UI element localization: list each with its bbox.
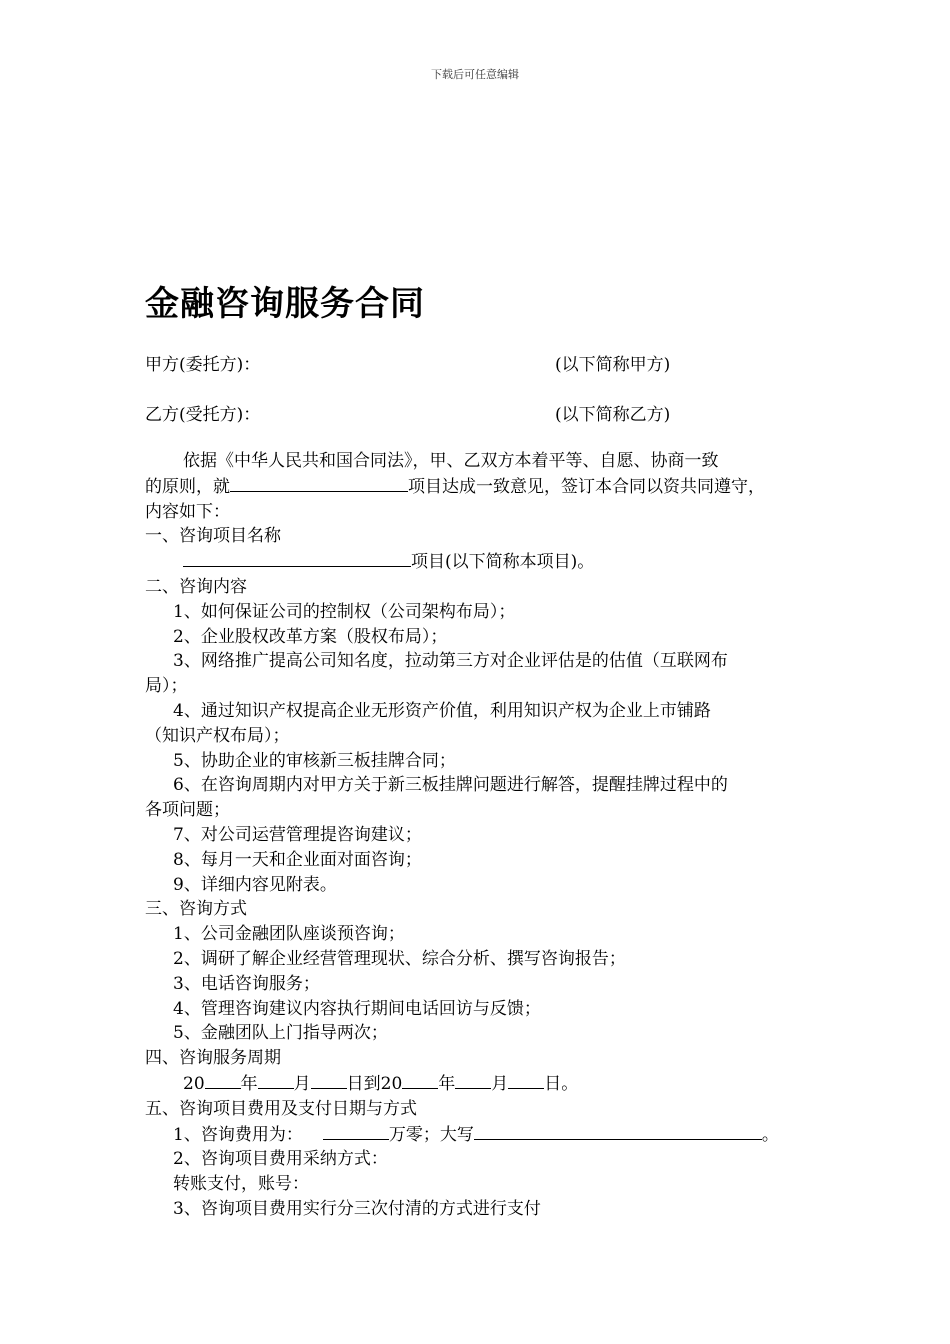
section-2-item: 3、网络推广提高公司知名度，拉动第三方对企业评估是的估值（互联网布 [173,651,728,672]
intro-line-2-before: 的原则，就 [145,476,230,497]
start-month-blank[interactable] [258,1071,294,1089]
intro-line-2 [145,474,810,500]
fee-unit: 万零；大写 [388,1124,474,1145]
end-year-blank[interactable] [402,1071,438,1089]
section-2-item: 4、通过知识产权提高企业无形资产价值，利用知识产权为企业上市铺路 [173,700,711,721]
page-header-note: 下载后可任意编辑 [431,68,519,81]
party-b-note: (以下简称乙方) [555,405,671,425]
section-1-heading: 一、咨询项目名称 [145,526,281,547]
project-name-blank[interactable] [230,474,408,492]
fee-uppercase-blank[interactable] [474,1122,762,1140]
end-day-label: 日。 [544,1073,579,1094]
installment-note: 3、咨询项目费用实行分三次付清的方式进行支付 [173,1198,541,1219]
section-2-item: 8、每月一天和企业面对面咨询； [173,849,422,870]
fee-line [145,1122,810,1148]
intro-line-1: 依据《中华人民共和国合同法》，甲、乙双方本着平等、自愿、协商一致 [183,451,719,471]
section-1-project-line [145,549,810,575]
party-b-row [145,400,805,425]
start-year-blank[interactable] [205,1071,241,1089]
section-3-item: 2、调研了解企业经营管理现状、综合分析、撰写咨询报告； [173,948,626,969]
end-year-prefix: 20 [380,1073,403,1094]
section-3-item: 5、金融团队上门指导两次； [173,1023,388,1044]
party-a-note: (以下简称甲方) [555,355,671,375]
end-year-label: 年 [438,1073,456,1094]
section-2-item: 2、企业股权改革方案（股权布局）； [173,626,448,647]
start-day-blank[interactable] [311,1071,347,1089]
section-2-item: 5、协助企业的审核新三板挂牌合同； [173,750,456,771]
section-2-item: 9、详细内容见附表。 [173,874,337,895]
document-title: 金融咨询服务合同 [145,284,425,324]
section-2-item: 7、对公司运营管理提咨询建议； [173,824,422,845]
section-2-heading: 二、咨询内容 [145,576,247,597]
fee-end: 。 [761,1124,779,1145]
start-year-label: 年 [240,1073,258,1094]
section-3-heading: 三、咨询方式 [145,899,247,920]
transfer-account-label: 转账支付，账号： [173,1174,309,1195]
section-2-item-continuation: 各项问题； [145,800,230,821]
intro-line-2-after: 项目达成一致意见，签订本合同以资共同遵守， [408,476,765,497]
section-3-item: 3、电话咨询服务； [173,973,320,994]
fee-amount-blank[interactable] [323,1122,389,1140]
section-2-item: 1、如何保证公司的控制权（公司架构布局）； [173,601,516,622]
party-b-label: 乙方(受托方)： [145,405,261,425]
payment-method-label: 2、咨询项目费用采纳方式： [173,1149,388,1170]
end-month-blank[interactable] [455,1071,491,1089]
section-3-item: 1、公司金融团队座谈预咨询； [173,924,405,945]
section-4-heading: 四、咨询服务周期 [145,1048,281,1069]
section-2-item-continuation: （知识产权布局）； [145,725,290,746]
contract-body [145,449,810,1222]
end-day-blank[interactable] [508,1071,544,1089]
start-year-prefix: 20 [183,1073,205,1094]
section-3-item: 4、管理咨询建议内容执行期间电话回访与反馈； [173,998,541,1019]
party-a-label: 甲方(委托方)： [145,355,261,375]
fee-label: 1、咨询费用为： [173,1124,303,1145]
project-title-blank[interactable] [183,549,411,567]
section-2-item: 6、在咨询周期内对甲方关于新三板挂牌问题进行解答，提醒挂牌过程中的 [173,775,728,796]
end-month-label: 月 [491,1073,509,1094]
section-2-item-continuation: 局）； [145,676,188,697]
section-5-heading: 五、咨询项目费用及支付日期与方式 [145,1098,417,1119]
party-a-row [145,350,805,375]
start-day-label: 日到 [346,1073,381,1094]
start-month-label: 月 [293,1073,311,1094]
intro-line-3: 内容如下： [145,501,230,522]
section-1-project-suffix: 项目(以下简称本项目)。 [411,552,595,573]
service-period-line [145,1071,810,1097]
